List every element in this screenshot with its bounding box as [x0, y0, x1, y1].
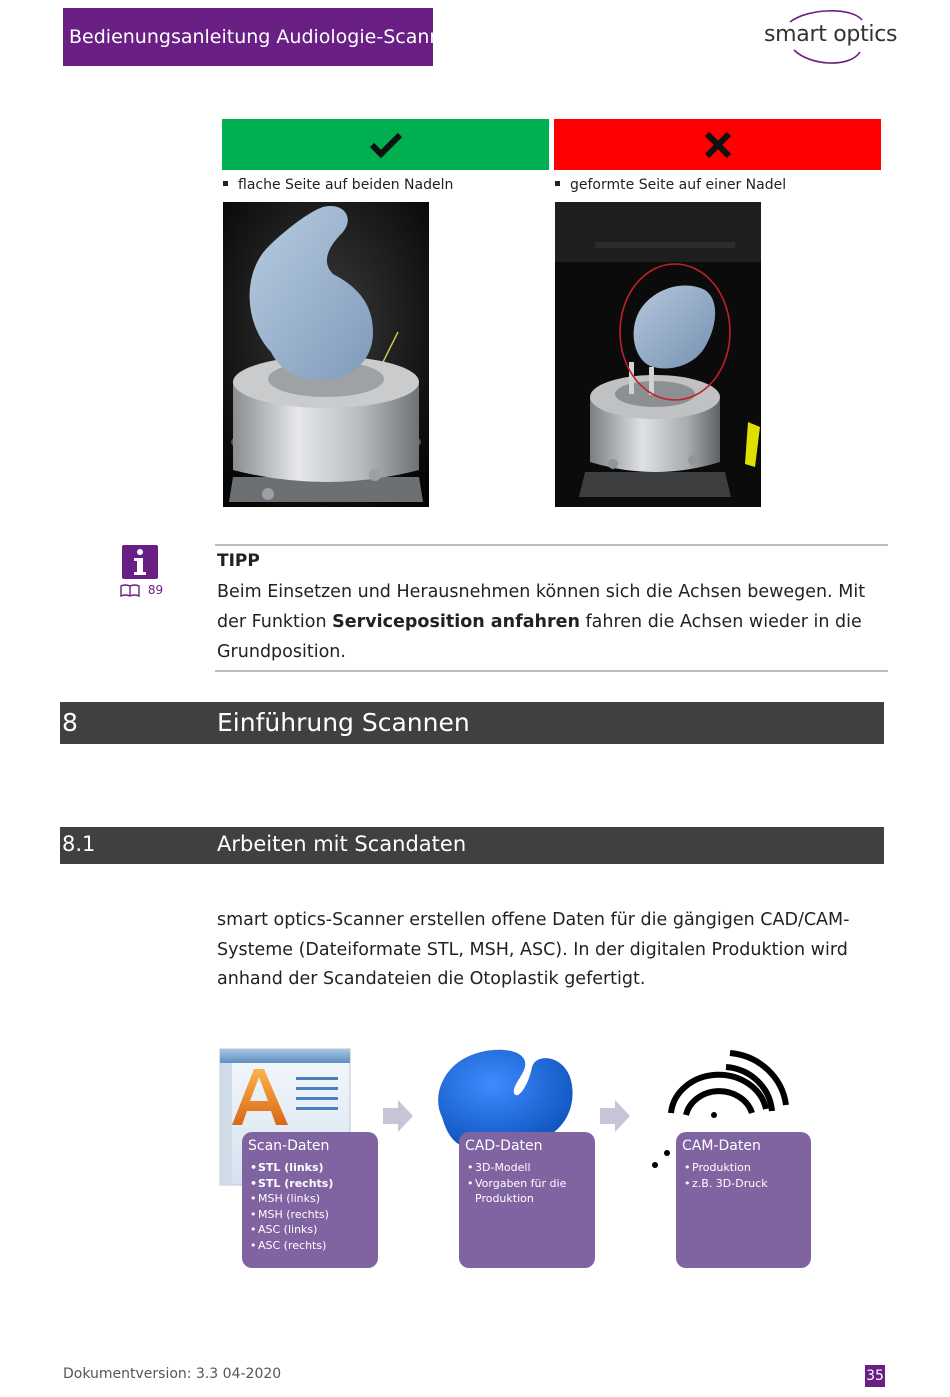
cam-data-list: [682, 1160, 805, 1191]
list-item: • STL (links): [250, 1160, 372, 1176]
flow-arrow-icon: [383, 1100, 413, 1132]
cad-data-list: [465, 1160, 589, 1207]
correct-caption: [223, 177, 453, 193]
wrong-caption-text: geformte Seite auf einer Nadel: [570, 177, 787, 193]
cad-data-title: CAD-Daten: [465, 1138, 543, 1154]
page-number: 35: [865, 1365, 885, 1387]
list-item: • Vorgaben für die Produktion: [467, 1176, 589, 1207]
tip-text-part: Beim Einsetzen und Herausnehmen können sich die Achsen bewegen. Mit der Funktion: [217, 582, 866, 632]
list-item: • 3D-Modell: [467, 1160, 589, 1176]
cam-data-box: [676, 1132, 811, 1268]
document-version: Dokumentversion: 3.3 04-2020: [63, 1366, 282, 1382]
correct-placement-photo: [223, 202, 429, 507]
bullet-icon: [555, 181, 560, 186]
book-icon: [120, 584, 140, 597]
subsection-title: Arbeiten mit Scandaten: [217, 832, 467, 856]
manual-reference[interactable]: [120, 583, 163, 597]
section-heading: [60, 702, 884, 744]
tip-title: TIPP: [217, 551, 260, 571]
section-number: 8: [62, 708, 78, 737]
cross-icon: [704, 131, 732, 159]
logo-text: smart optics: [764, 22, 898, 47]
scan-data-box: [242, 1132, 378, 1268]
smart-optics-logo: [760, 8, 898, 68]
list-item: • MSH (links): [250, 1191, 372, 1207]
scan-data-list: [248, 1160, 372, 1253]
subsection-number: 8.1: [62, 832, 96, 856]
scan-data-title: Scan-Daten: [248, 1138, 330, 1154]
tip-text: [217, 577, 887, 667]
correct-caption-text: flache Seite auf beiden Nadeln: [238, 177, 454, 193]
tip-bottom-divider: [215, 670, 888, 672]
section-title: Einführung Scannen: [217, 708, 470, 737]
document-title: Bedienungsanleitung Audiologie-Scanner: [69, 26, 461, 48]
cam-data-title: CAM-Daten: [682, 1138, 761, 1154]
reference-page: 89: [147, 583, 164, 597]
tip-function-name: Serviceposition anfahren: [332, 612, 580, 632]
cad-data-box: [459, 1132, 595, 1268]
info-icon: [122, 545, 158, 579]
tip-top-divider: [215, 544, 888, 546]
list-item: • MSH (rechts): [250, 1207, 372, 1223]
list-item: • Produktion: [684, 1160, 805, 1176]
checkmark-icon: [369, 131, 403, 159]
bullet-icon: [223, 181, 228, 186]
flow-arrow-icon: [600, 1100, 630, 1132]
list-item: • z.B. 3D-Druck: [684, 1176, 805, 1192]
list-item: • STL (rechts): [250, 1176, 372, 1192]
subsection-heading: [60, 827, 884, 864]
wrong-banner: [554, 119, 881, 170]
tip-text-part: fahren die Achsen wieder in die Grundposition.: [217, 612, 862, 662]
document-header: [63, 8, 461, 66]
correct-banner: [222, 119, 549, 170]
intro-paragraph: smart optics-Scanner erstellen offene Daten für die gängigen CAD/CAM-Systeme (Dateiformate STL, MSH, ASC). In der digitalen Produktion wird anhand der Scandateien die Otoplastik gefertigt.: [217, 910, 850, 989]
list-item: • ASC (links): [250, 1222, 372, 1238]
list-item: • ASC (rechts): [250, 1238, 372, 1254]
wrong-placement-photo: [555, 202, 761, 507]
wrong-caption: [555, 177, 786, 193]
